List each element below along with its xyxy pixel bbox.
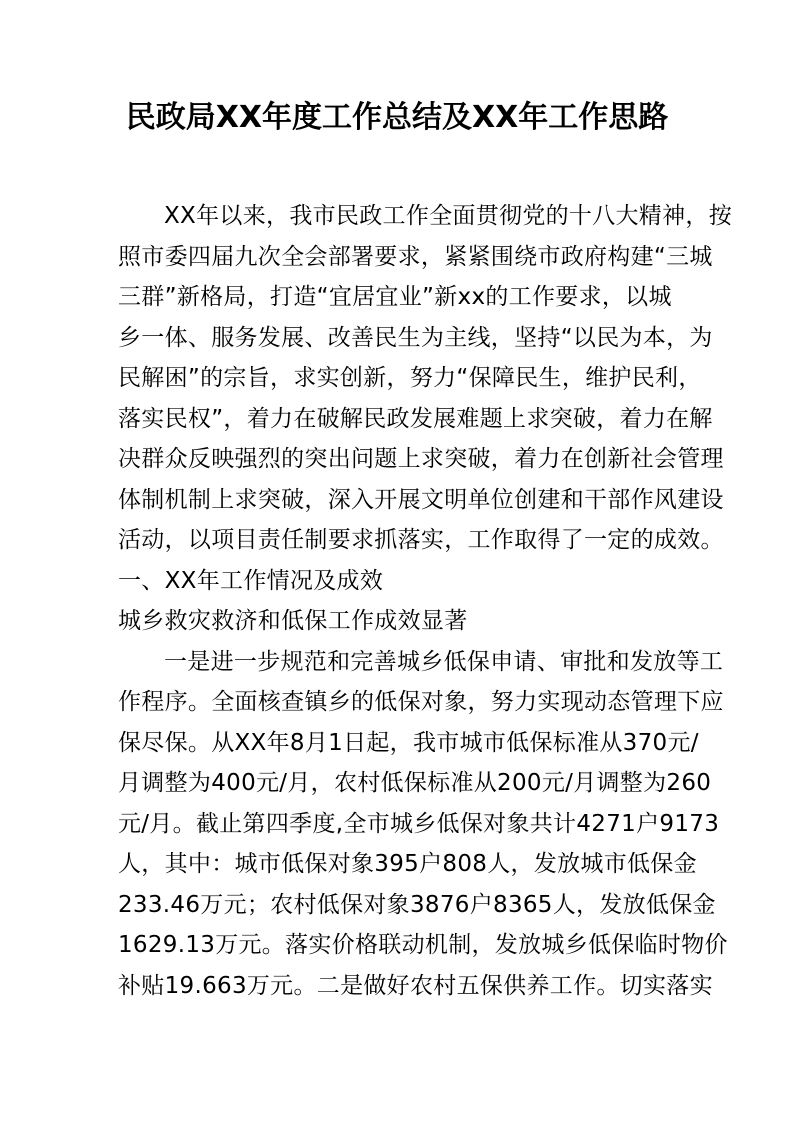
subsection-heading: 城乡救灾救济和低保工作成效显著 — [118, 608, 468, 634]
paragraph-line: 体制机制上求突破，深入开展文明单位创建和干部作风建设 — [118, 486, 724, 513]
paragraph-line: 决群众反映强烈的突出问题上求突破，着力在创新社会管理 — [118, 446, 724, 472]
paragraph-line: 保尽保。从XX年8月1日起，我市城市低保标准从370元/ — [118, 729, 699, 756]
paragraph-line: 作程序。全面核查镇乡的低保对象，努力实现动态管理下应 — [118, 689, 724, 715]
paragraph-line: 1629.13万元。落实价格联动机制，发放城乡低保临时物价 — [118, 932, 728, 958]
paragraph-line: 一是进一步规范和完善城乡低保申请、审批和发放等工 — [164, 648, 724, 675]
paragraph-line: 人，其中：城市低保对象395户808人，发放城市低保金 — [118, 851, 697, 877]
paragraph-line: 落实民权”，着力在破解民政发展难题上求突破，着力在解 — [118, 405, 713, 432]
paragraph-line: 233.46万元；农村低保对象3876户8365人，发放低保金 — [118, 891, 716, 918]
document-title: 民政局XX年度工作总结及XX年工作思路 — [125, 100, 669, 135]
paragraph-line: 补贴19.663万元。二是做好农村五保供养工作。切实落实 — [118, 972, 713, 999]
paragraph-line: 三群”新格局，打造“宜居宜业”新xx的工作要求，以城 — [118, 284, 672, 310]
document-body — [118, 196, 733, 1006]
paragraph-line: 乡一体、服务发展、改善民生为主线，坚持“以民为本，为 — [118, 324, 713, 351]
section-heading: 一、XX年工作情况及成效 — [118, 567, 384, 594]
paragraph-line: 元/月。截止第四季度,全市城乡低保对象共计4271户9173 — [118, 810, 720, 837]
paragraph-line: 月调整为400元/月，农村低保标准从200元/月调整为260 — [118, 770, 712, 796]
paragraph-line: 民解困”的宗旨，求实创新，努力“保障民生，维护民利， — [118, 365, 702, 391]
paragraph-line: 活动，以项目责任制要求抓落实，工作取得了一定的成效。 — [118, 527, 724, 553]
paragraph-line: XX年以来，我市民政工作全面贯彻党的十八大精神，按 — [164, 203, 733, 229]
paragraph-line: 照市委四届九次全会部署要求，紧紧围绕市政府构建“三城 — [118, 243, 713, 270]
